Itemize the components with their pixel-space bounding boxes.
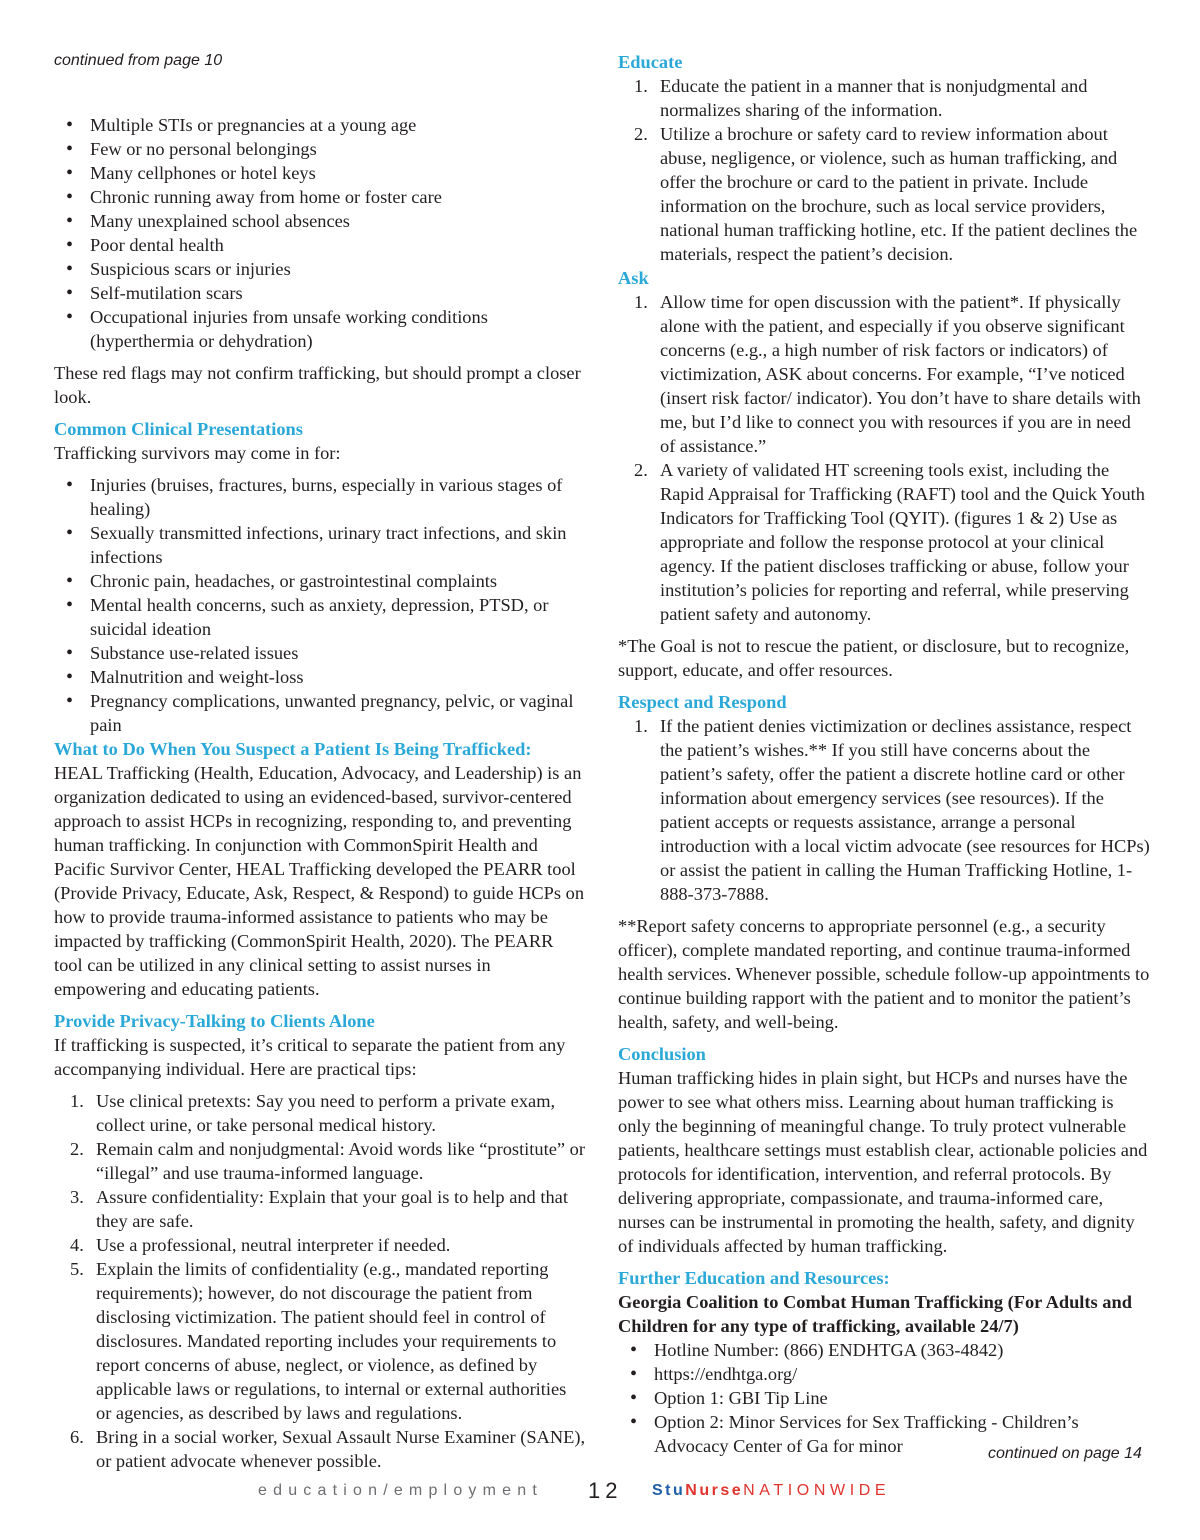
red-flags-note: These red flags may not confirm trafficking, but should prompt a closer look. — [54, 363, 581, 407]
list-item: 1. Allow time for open discussion with the patient*. If physically alone with the patient, and especially if you observe significant concerns (e.g., a high number of risk factors or indicators) of victimization, ASK about concerns. For example, “I’ve noticed (insert risk factor/ indicator). You don’t have to share details with me, but I’d like to connect you with resources if you are in need of assistance.” — [634, 292, 1141, 456]
list-item[interactable]: • https://endhtga.org/ — [618, 1362, 1150, 1386]
list-item: • Mental health concerns, such as anxiety, depression, PTSD, or suicidal ideation — [54, 593, 586, 641]
ask-note: *The Goal is not to rescue the patient, or disclosure, but to recognize, support, educate, and offer resources. — [618, 636, 1130, 680]
ask-list — [618, 290, 1150, 626]
list-item: 1. Educate the patient in a manner that is nonjudgmental and normalizes sharing of the information. — [634, 76, 1088, 120]
list-item: • Multiple STIs or pregnancies at a young age — [54, 113, 586, 137]
list-item: 6. Bring in a social worker, Sexual Assault Nurse Examiner (SANE), or patient advocate whenever possible. — [70, 1427, 586, 1471]
list-item: 2. Utilize a brochure or safety card to review information about abuse, negligence, or violence, such as human trafficking, and offer the brochure or card to the patient in private. Include information on the brochure, such as local service providers, national human trafficking hotline, etc. If the patient declines the materials, respect the patient’s decision. — [634, 124, 1138, 264]
brand-nurse: Nurse — [685, 1482, 744, 1499]
list-item: • Few or no personal belongings — [54, 137, 586, 161]
list-item: 3. Assure confidentiality: Explain that your goal is to help and that they are safe. — [70, 1187, 568, 1231]
list-item: 2. A variety of validated HT screening tools exist, including the Rapid Appraisal for Trafficking (RAFT) tool and the Quick Youth Indicators for Trafficking Tool (QYIT). (figures 1 & 2) Use as appropriate and follow the response protocol at your clinical agency. If the patient discloses trafficking or abuse, follow your institution’s policies for reporting and referral, while preserving patient safety and autonomy. — [634, 460, 1145, 624]
clinical-heading: Common Clinical Presentations — [54, 419, 303, 439]
privacy-heading: Provide Privacy-Talking to Clients Alone — [54, 1011, 375, 1031]
resources-org: Georgia Coalition to Combat Human Trafficking (For Adults and Children for any type of trafficking, available 24/7) — [618, 1292, 1132, 1336]
footer-section-label: education/employment — [258, 1482, 543, 1499]
clinical-list — [54, 473, 586, 737]
resources-heading: Further Education and Resources: — [618, 1268, 890, 1288]
suspect-body: HEAL Trafficking (Health, Education, Advocacy, and Leadership) is an organization dedicated to using an evidenced-based, survivor-centered approach to assist HCPs in recognizing, responding to, and preventing human trafficking. In conjunction with CommonSpirit Health and Pacific Survivor Center, HEAL Trafficking developed the PEARR tool (Provide Privacy, Educate, Ask, Respect, & Respond) to guide HCPs on how to provide trauma-informed assistance to patients who may be impacted by trafficking (CommonSpirit Health, 2020). The PEARR tool can be utilized in any clinical setting to assist nurses in empowering and educating patients. — [54, 763, 585, 999]
page-footer — [0, 1478, 1200, 1508]
continued-on-note: continued on page 14 — [988, 1445, 1142, 1462]
list-item: • Injuries (bruises, fractures, burns, especially in various stages of healing) — [54, 473, 586, 521]
continued-from-note: continued from page 10 — [54, 52, 223, 69]
list-item: • Option 1: GBI Tip Line — [618, 1386, 1150, 1410]
list-item: • Option 2: Minor Services for Sex Trafficking - Children’s Advocacy Center of Ga for minor — [618, 1410, 1150, 1458]
list-item: • Substance use-related issues — [54, 641, 586, 665]
list-item: • Chronic pain, headaches, or gastrointestinal complaints — [54, 569, 586, 593]
suspect-heading: What to Do When You Suspect a Patient Is Being Trafficked: — [54, 739, 532, 759]
conclusion-body: Human trafficking hides in plain sight, but HCPs and nurses have the power to see what others miss. Learning about human trafficking is only the beginning of meaningful change. To truly protect vulnerable patients, healthcare settings must establish clear, actionable policies and protocols for identification, intervention, and referral protocols. By delivering appropriate, compassionate, and trauma-informed care, nurses can be instrumental in promoting the health, safety, and dignity of individuals affected by human trafficking. — [618, 1068, 1148, 1256]
list-item: • Pregnancy complications, unwanted pregnancy, pelvic, or vaginal pain — [54, 689, 586, 737]
list-item: 1. Use clinical pretexts: Say you need to perform a private exam, collect urine, or take personal medical history. — [70, 1091, 556, 1135]
educate-list — [618, 74, 1150, 266]
conclusion-heading: Conclusion — [618, 1044, 706, 1064]
list-item: • Self-mutilation scars — [54, 281, 586, 305]
list-item: 4. Use a professional, neutral interpreter if needed. — [70, 1235, 451, 1255]
list-item: 1. If the patient denies victimization or declines assistance, respect the patient’s wishes.** If you still have concerns about the patient’s safety, offer the patient a discrete hotline card or other information about emergency services (see resources). If the patient accepts or requests assistance, arrange a personal introduction with a local victim advocate (see resources for HCPs) or assist the patient in calling the Human Trafficking Hotline, 1-888-373-7888. — [634, 716, 1150, 904]
educate-heading: Educate — [618, 52, 683, 72]
brand-stu: Stu — [652, 1482, 686, 1499]
list-item: • Sexually transmitted infections, urinary tract infections, and skin infections — [54, 521, 586, 569]
list-item: 5. Explain the limits of confidentiality (e.g., mandated reporting requirements); however, do not discourage the patient from disclosing victimization. The patient should feel in control of disclosures. Mandated reporting includes your requirements to report concerns of abuse, neglect, or violence, as defined by applicable laws or regulations, to internal or external authorities or agencies, as described by laws and regulations. — [70, 1259, 567, 1423]
list-item: • Many cellphones or hotel keys — [54, 161, 586, 185]
list-item: • Poor dental health — [54, 233, 586, 257]
clinical-intro: Trafficking survivors may come in for: — [54, 443, 341, 463]
list-item: 2. Remain calm and nonjudgmental: Avoid words like “prostitute” or “illegal” and use trauma-informed language. — [70, 1139, 585, 1183]
respect-note: **Report safety concerns to appropriate personnel (e.g., a security officer), complete mandated reporting, and continue trauma-informed health services. Whenever possible, schedule follow-up appointments to continue building rapport with the patient and to monitor the patient’s health, safety, and well-being. — [618, 916, 1150, 1032]
list-item: • Chronic running away from home or foster care — [54, 185, 586, 209]
brand-nationwide: NATIONWIDE — [743, 1482, 891, 1499]
red-flags-list — [54, 113, 586, 353]
list-item: • Suspicious scars or injuries — [54, 257, 586, 281]
left-column — [54, 113, 586, 1473]
list-item: • Occupational injuries from unsafe working conditions (hyperthermia or dehydration) — [54, 305, 586, 353]
respect-list — [618, 714, 1150, 906]
resources-list — [618, 1338, 1150, 1458]
respect-heading: Respect and Respond — [618, 692, 787, 712]
privacy-intro: If trafficking is suspected, it’s critical to separate the patient from any accompanying individual. Here are practical tips: — [54, 1035, 566, 1079]
privacy-tips-list — [54, 1089, 586, 1473]
page-number: 12 — [588, 1478, 623, 1503]
brand-logo — [652, 1482, 890, 1500]
list-item: • Malnutrition and weight-loss — [54, 665, 586, 689]
list-item: • Many unexplained school absences — [54, 209, 586, 233]
list-item: • Hotline Number: (866) ENDHTGA (363-4842) — [618, 1338, 1150, 1362]
ask-heading: Ask — [618, 268, 649, 288]
right-column — [618, 50, 1150, 1458]
